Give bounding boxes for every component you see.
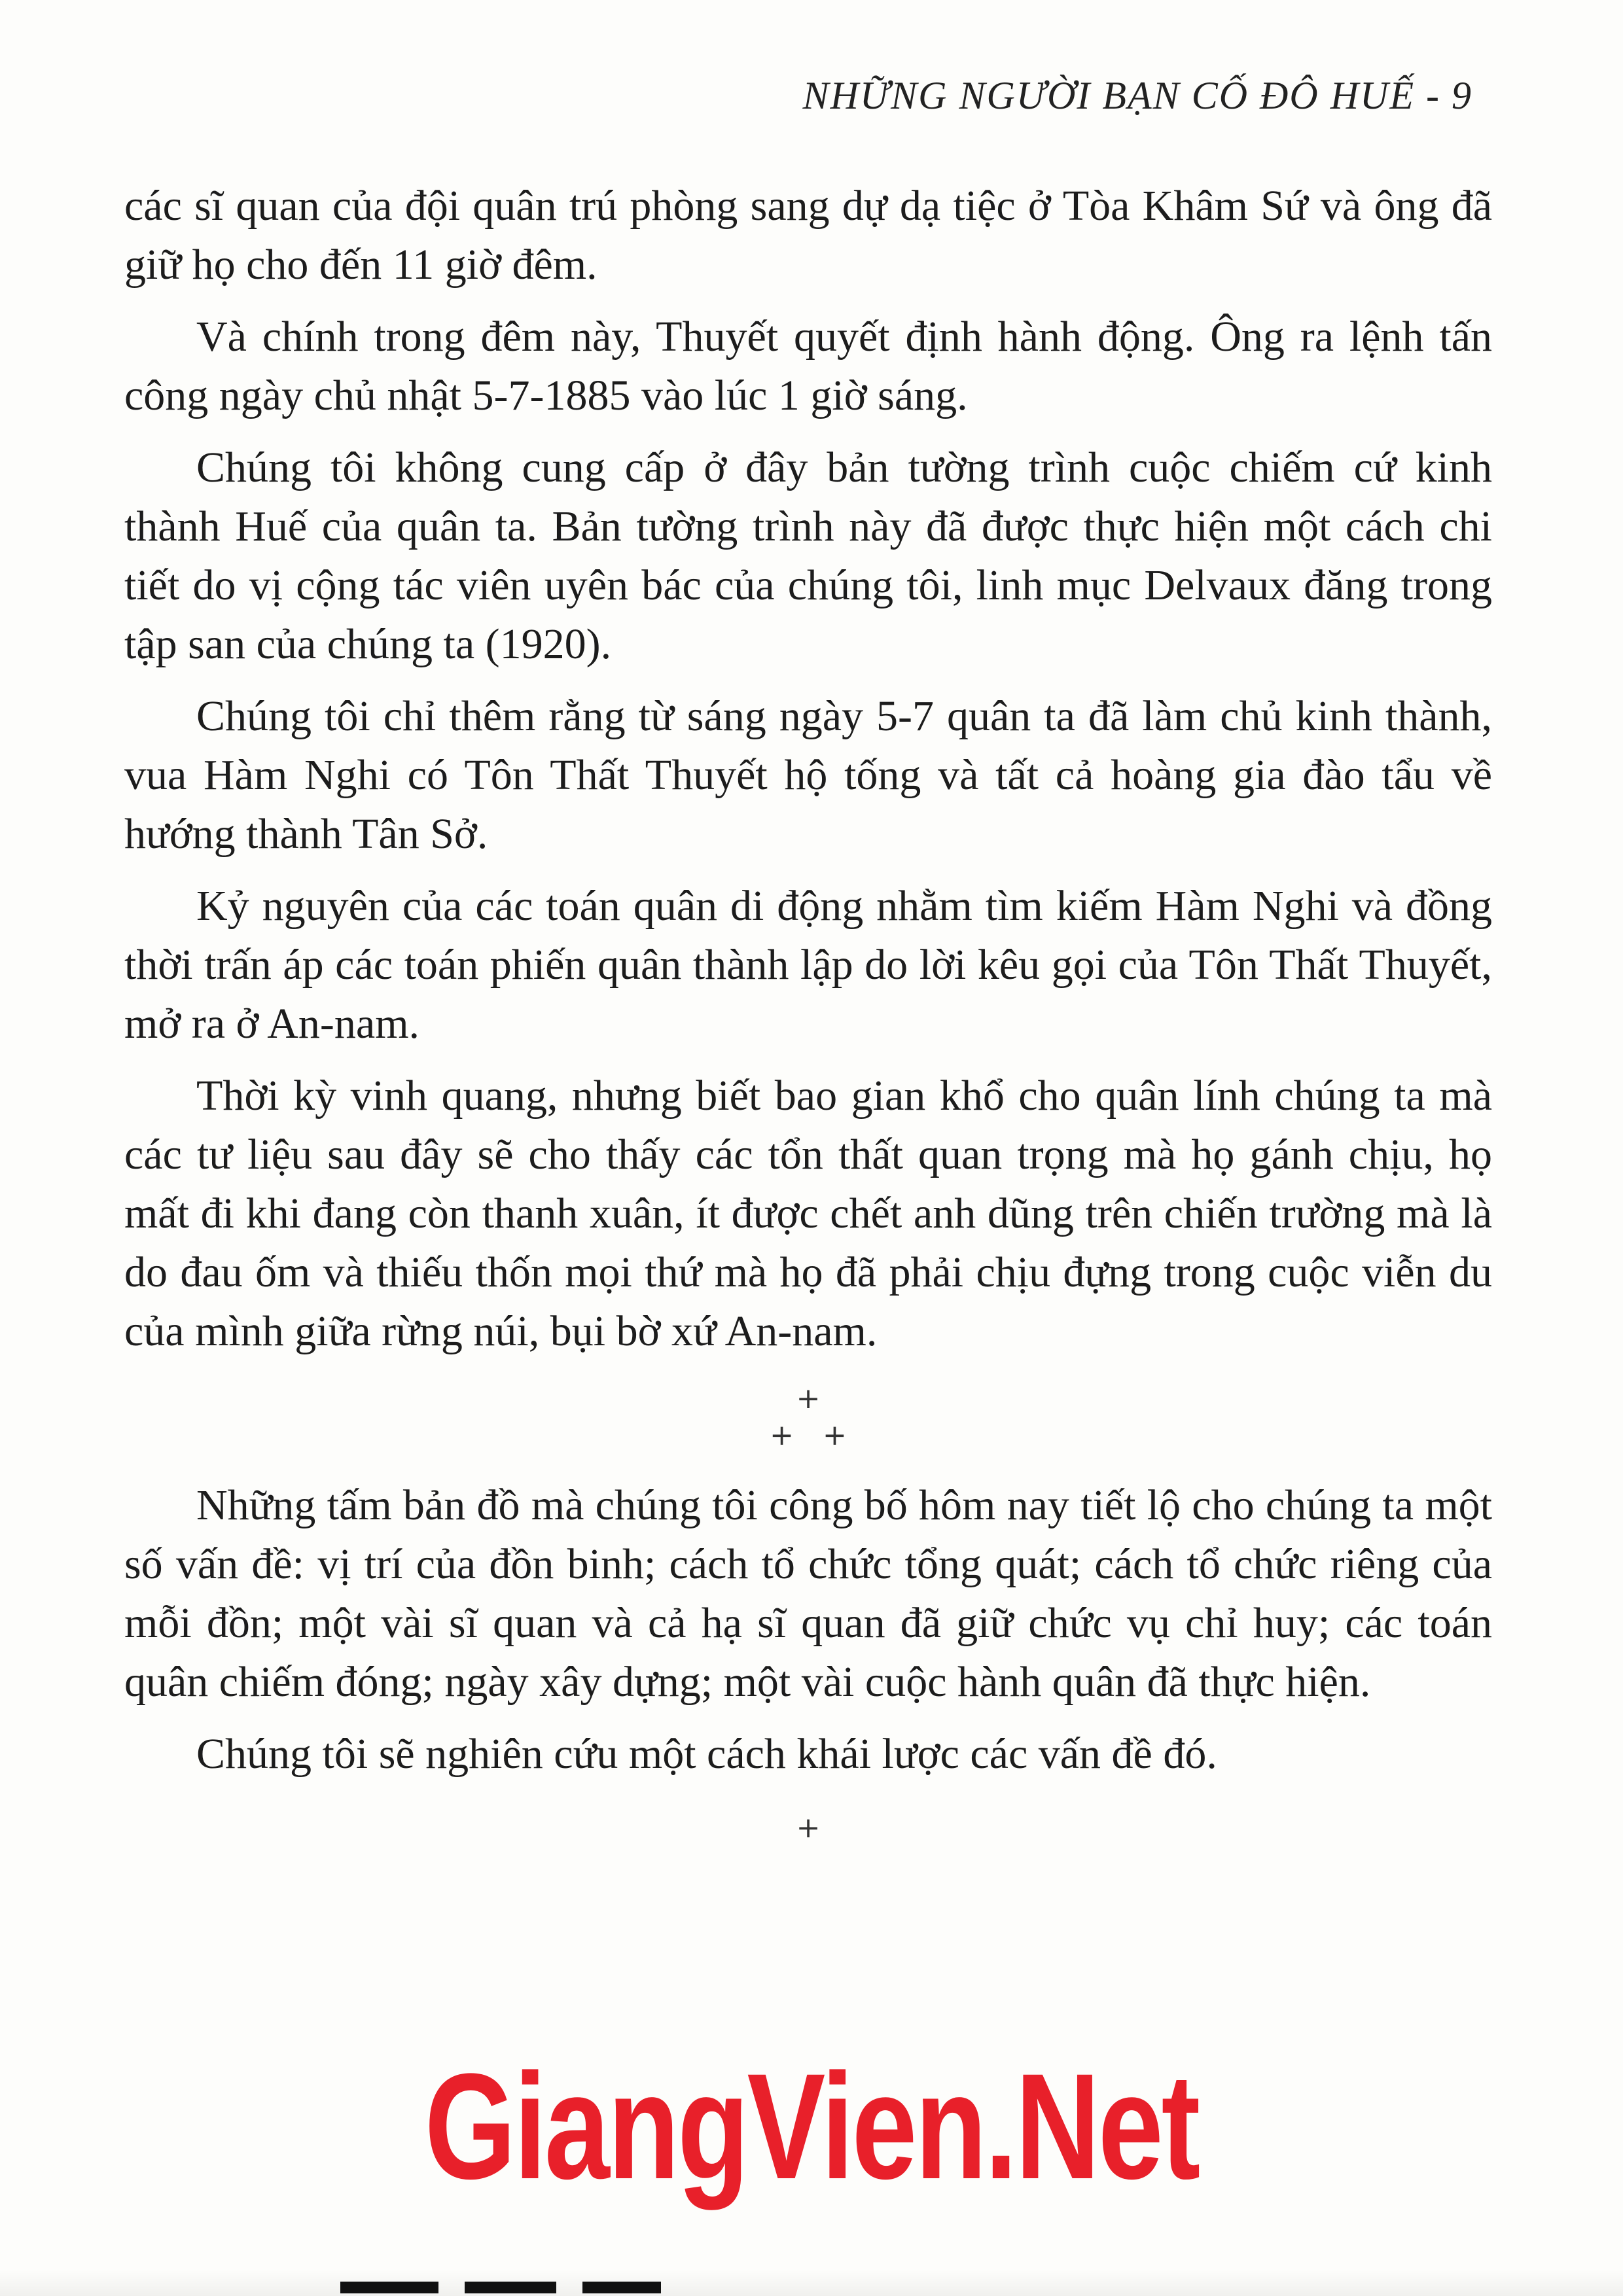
- ornament-top: +: [796, 1382, 821, 1415]
- body-text: [124, 177, 1492, 1869]
- running-header: NHỮNG NGƯỜI BẠN CỐ ĐÔ HUẾ - 9: [802, 74, 1472, 117]
- paragraph-2: Và chính trong đêm này, Thuyết quyết định hành động. Ông ra lệnh tấn công ngày chủ nhật 5-7-1885 vào lúc 1 giờ sáng.: [124, 313, 1492, 419]
- paragraph-6: Thời kỳ vinh quang, nhưng biết bao gian khổ cho quân lính chúng ta mà các tư liệu sau đây sẽ cho thấy các tổn thất quan trọng mà họ gánh chịu, họ mất đi khi đang còn thanh xuân, ít được chết anh dũng trên chiến trường mà là do đau ốm và thiếu thốn mọi thứ mà họ đã phải chịu đựng trong cuộc viễn du của mình giữa rừng núi, bụi bờ xứ An-nam.: [124, 1072, 1492, 1355]
- ornament-bottom: ++: [770, 1419, 876, 1452]
- end-ornament: +: [796, 1811, 821, 1845]
- paragraph-1: các sĩ quan của đội quân trú phòng sang dự dạ tiệc ở Tòa Khâm Sứ và ông đã giữ họ cho đến 11 giờ đêm.: [124, 182, 1492, 289]
- paragraph-4: Chúng tôi chỉ thêm rằng từ sáng ngày 5-7 quân ta đã làm chủ kinh thành, vua Hàm Nghi có Tôn Thất Thuyết hộ tống và tất cả hoàng gia đào tẩu về hướng thành Tân Sở.: [124, 692, 1492, 858]
- section-divider-ornament: [124, 1381, 1492, 1454]
- scan-bottom-edge: [0, 2270, 1623, 2296]
- paragraph-8: Chúng tôi sẽ nghiên cứu một cách khái lược các vấn đề đó.: [196, 1730, 1217, 1778]
- paragraph-3: Chúng tôi không cung cấp ở đây bản tường trình cuộc chiếm cứ kinh thành Huế của quân ta. Bản tường trình này đã được thực hiện một cách chi tiết do vị cộng tác viên uyên bác của chúng tôi, linh mục Delvaux đăng trong tập san của chúng ta (1920).: [124, 444, 1492, 668]
- paragraph-7: Những tấm bản đồ mà chúng tôi công bố hôm nay tiết lộ cho chúng ta một số vấn đề: vị trí của đồn binh; cách tổ chức tổng quát; cách tổ chức riêng của mỗi đồn; một vài sĩ quan và cả hạ sĩ quan đã giữ chức vụ chỉ huy; các toán quân chiếm đóng; ngày xây dựng; một vài cuộc hành quân đã thực hiện.: [124, 1481, 1492, 1706]
- scan-artifact-marks: [340, 2282, 707, 2296]
- watermark-logo: GiangVien.Net: [424, 2042, 1199, 2210]
- paragraph-5: Kỷ nguyên của các toán quân di động nhằm tìm kiếm Hàm Nghi và đồng thời trấn áp các toán phiến quân thành lập do lời kêu gọi của Tôn Thất Thuyết, mở ra ở An-nam.: [124, 882, 1492, 1048]
